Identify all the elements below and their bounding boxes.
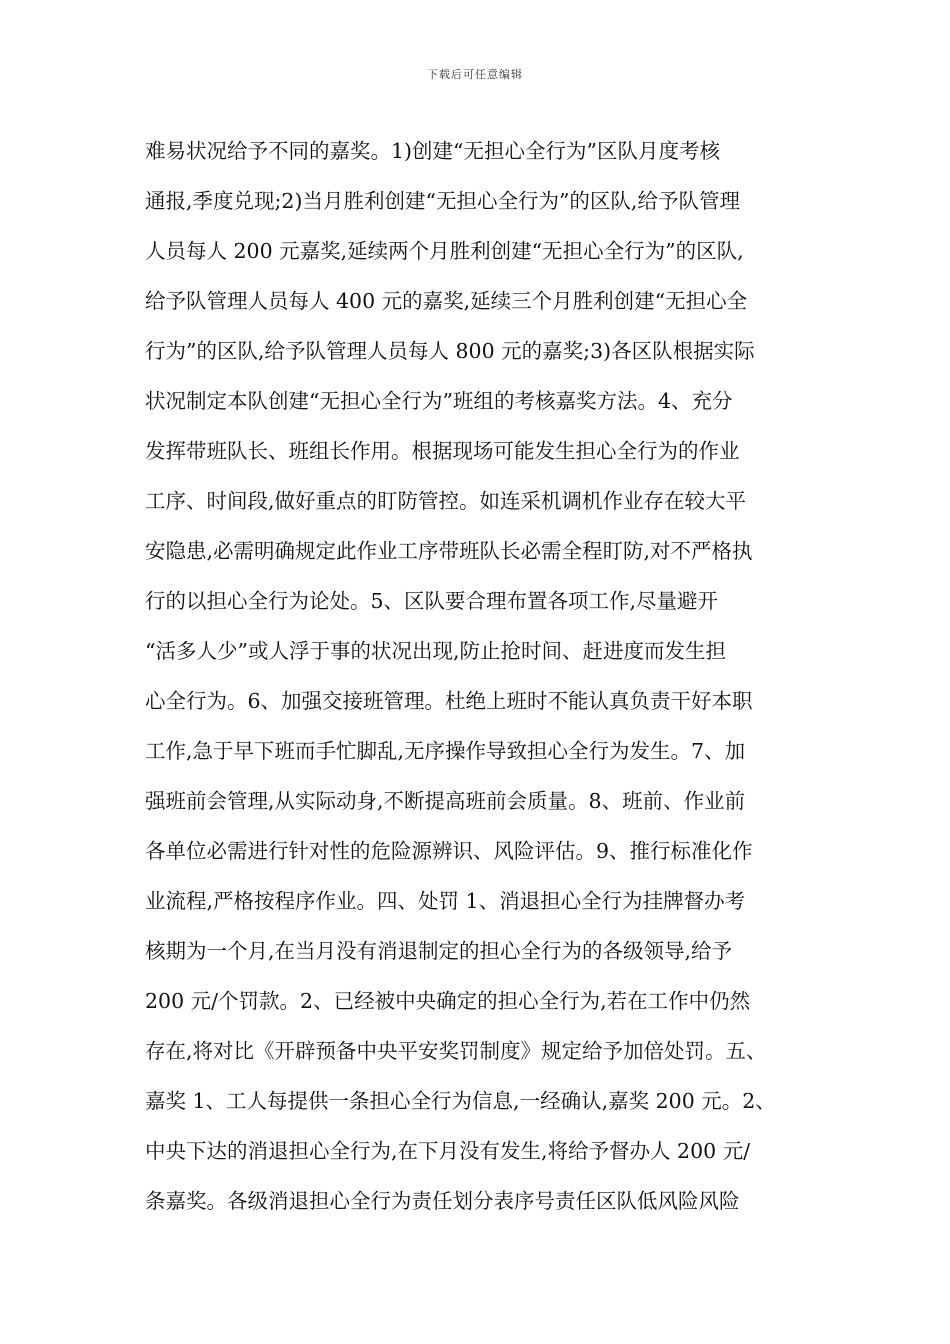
text-line: 工序、时间段,做好重点的盯防管控。如连采机调机作业存在较大平 [145, 489, 747, 513]
text-line: 工作,急于早下班而手忙脚乱,无序操作导致担心全行为发生。7、加 [145, 739, 746, 763]
text-line: 200 元/个罚款。2、已经被中央确定的担心全行为,若在工作中仍然 [145, 989, 751, 1013]
text-line: 通报,季度兑现;2)当月胜利创建“无担心全行为”的区队,给予队管理 [145, 189, 740, 213]
text-line: 行的以担心全行为论处。5、区队要合理布置各项工作,尽量避开 [145, 589, 719, 613]
text-line: 核期为一个月,在当月没有消退制定的担心全行为的各级领导,给予 [145, 939, 733, 963]
text-line: 强班前会管理,从实际动身,不断提高班前会质量。8、班前、作业前 [145, 789, 746, 813]
text-line: 存在,将对比《开辟预备中央平安奖罚制度》规定给予加倍处罚。五、 [145, 1039, 767, 1063]
page-header-note: 下载后可任意编辑 [427, 68, 523, 81]
text-line: 安隐患,必需明确规定此作业工序带班队长必需全程盯防,对不严格执 [145, 539, 753, 563]
text-line: 状况制定本队创建“无担心全行为”班组的考核嘉奖方法。4、充分 [145, 389, 733, 413]
text-line: 中央下达的消退担心全行为,在下月没有发生,将给予督办人 200 元/ [145, 1139, 751, 1163]
text-line: 嘉奖 1、工人每提供一条担心全行为信息,一经确认,嘉奖 200 元。2、 [145, 1089, 776, 1113]
text-line: 人员每人 200 元嘉奖,延续两个月胜利创建“无担心全行为”的区队, [145, 239, 744, 263]
text-line: “活多人少”或人浮于事的状况出现,防止抢时间、赶进度而发生担 [145, 639, 726, 663]
text-line: 发挥带班队长、班组长作用。根据现场可能发生担心全行为的作业 [145, 439, 740, 463]
text-line: 难易状况给予不同的嘉奖。1)创建“无担心全行为”区队月度考核 [145, 139, 720, 163]
text-line: 心全行为。6、加强交接班管理。杜绝上班时不能认真负责干好本职 [145, 689, 753, 713]
text-line: 业流程,严格按程序作业。四、处罚 1、消退担心全行为挂牌督办考 [145, 889, 746, 913]
text-line: 给予队管理人员每人 400 元的嘉奖,延续三个月胜利创建“无担心全 [145, 289, 748, 313]
text-line: 行为”的区队,给予队管理人员每人 800 元的嘉奖;3)各区队根据实际 [145, 339, 755, 363]
text-line: 各单位必需进行针对性的危险源辨识、风险评估。9、推行标准化作 [145, 839, 753, 863]
document-body [145, 126, 825, 1226]
text-line: 条嘉奖。各级消退担心全行为责任划分表序号责任区队低风险风险 [145, 1189, 740, 1213]
